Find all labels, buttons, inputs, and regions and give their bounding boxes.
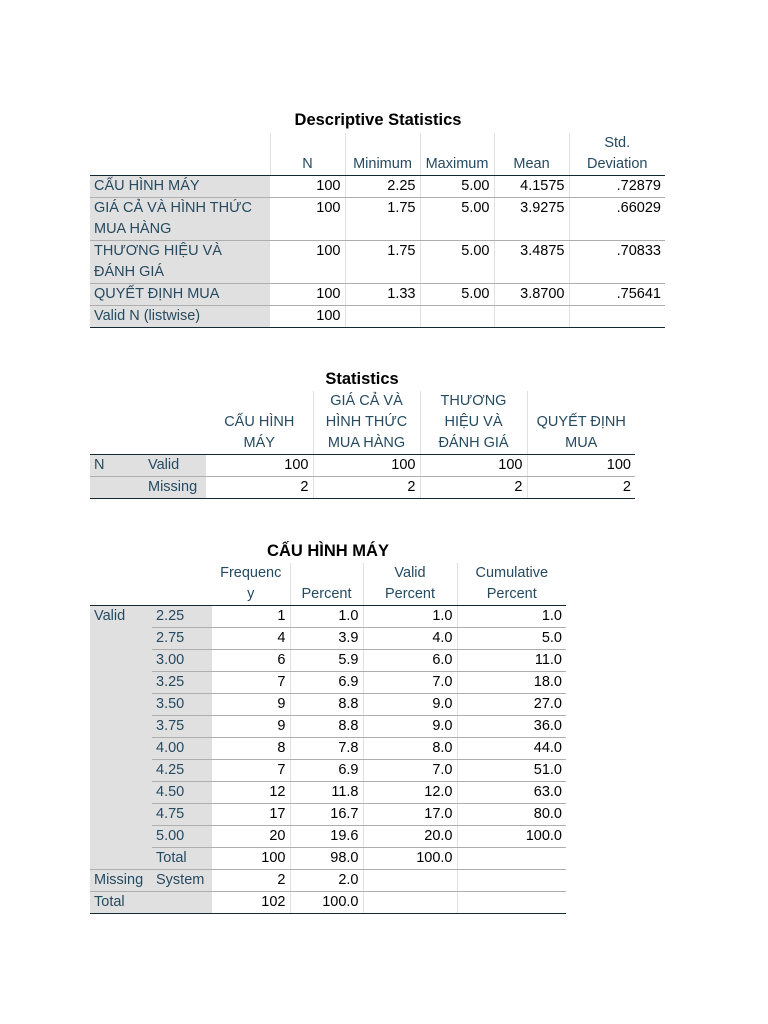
row-label-missing: Missing bbox=[144, 477, 206, 499]
row-group-cell bbox=[90, 628, 152, 650]
cell: 100 bbox=[270, 306, 345, 328]
table-row bbox=[90, 782, 566, 804]
header-std-deviation: Std. Deviation bbox=[569, 133, 665, 176]
cell: 4 bbox=[212, 628, 290, 650]
row-group-cell bbox=[90, 782, 152, 804]
cell: 2.0 bbox=[290, 870, 363, 892]
row-label: 2.75 bbox=[152, 628, 212, 650]
cell: 9 bbox=[212, 694, 290, 716]
cell: 100 bbox=[270, 241, 345, 284]
cell: 100 bbox=[270, 198, 345, 241]
table-row bbox=[90, 628, 566, 650]
row-label: 5.00 bbox=[152, 826, 212, 848]
row-label: 4.50 bbox=[152, 782, 212, 804]
table-row bbox=[90, 606, 566, 628]
row-label: 4.75 bbox=[152, 804, 212, 826]
cell: 27.0 bbox=[457, 694, 566, 716]
row-label: THƯƠNG HIỆU VÀ ĐÁNH GIÁ bbox=[90, 241, 270, 284]
cell bbox=[494, 306, 569, 328]
cell: 100 bbox=[270, 176, 345, 198]
row-group-cell bbox=[90, 650, 152, 672]
header-quyet-dinh-mua: QUYẾT ĐỊNH MUA bbox=[527, 391, 635, 455]
cell: 44.0 bbox=[457, 738, 566, 760]
cell: 6.9 bbox=[290, 672, 363, 694]
cell: 100.0 bbox=[457, 826, 566, 848]
cell: 1.75 bbox=[345, 198, 420, 241]
row-label: Valid N (listwise) bbox=[90, 306, 270, 328]
cell: 19.6 bbox=[290, 826, 363, 848]
descriptive-statistics-table bbox=[90, 133, 665, 328]
cell: 5.00 bbox=[420, 284, 494, 306]
header-maximum: Maximum bbox=[420, 133, 494, 176]
cell: 1 bbox=[212, 606, 290, 628]
cell bbox=[569, 306, 665, 328]
header-valid-percent: Valid Percent bbox=[363, 563, 457, 606]
cell: 2 bbox=[527, 477, 635, 499]
cell: .70833 bbox=[569, 241, 665, 284]
row-group-cell bbox=[90, 760, 152, 782]
row-label-valid: Valid bbox=[144, 455, 206, 477]
statistics-table bbox=[90, 391, 635, 499]
cell: 36.0 bbox=[457, 716, 566, 738]
table-row bbox=[90, 738, 566, 760]
row-group-cell bbox=[90, 848, 152, 870]
header-n: N bbox=[270, 133, 345, 176]
header-frequency: Frequenc y bbox=[212, 563, 290, 606]
cell: 11.0 bbox=[457, 650, 566, 672]
cell: 9 bbox=[212, 716, 290, 738]
table-row bbox=[90, 694, 566, 716]
cell: 102 bbox=[212, 892, 290, 914]
row-group-cell bbox=[90, 716, 152, 738]
cell: 17 bbox=[212, 804, 290, 826]
header-blank bbox=[90, 133, 270, 176]
row-label: QUYẾT ĐỊNH MUA bbox=[90, 284, 270, 306]
cell: 80.0 bbox=[457, 804, 566, 826]
cell: 100.0 bbox=[363, 848, 457, 870]
cell: 6 bbox=[212, 650, 290, 672]
cell: 2 bbox=[420, 477, 527, 499]
row-label: 3.75 bbox=[152, 716, 212, 738]
table-row bbox=[90, 892, 566, 914]
cell: 4.1575 bbox=[494, 176, 569, 198]
row-label: CẤU HÌNH MÁY bbox=[90, 176, 270, 198]
cell bbox=[363, 870, 457, 892]
table-row bbox=[90, 716, 566, 738]
row-label-total: Total bbox=[90, 892, 212, 914]
cell: 11.8 bbox=[290, 782, 363, 804]
table-row bbox=[90, 672, 566, 694]
row-group-missing: Missing bbox=[90, 870, 152, 892]
cell: .72879 bbox=[569, 176, 665, 198]
cell: 5.0 bbox=[457, 628, 566, 650]
table-row bbox=[90, 870, 566, 892]
cell: 7.8 bbox=[290, 738, 363, 760]
cell: 2 bbox=[212, 870, 290, 892]
frequency-table bbox=[90, 563, 566, 914]
table-row bbox=[90, 176, 665, 198]
table-row bbox=[90, 848, 566, 870]
cell: 2 bbox=[313, 477, 420, 499]
cell: 8.0 bbox=[363, 738, 457, 760]
cell: 98.0 bbox=[290, 848, 363, 870]
table-row bbox=[90, 198, 665, 241]
cell bbox=[345, 306, 420, 328]
cell: 7.0 bbox=[363, 672, 457, 694]
cell: 9.0 bbox=[363, 716, 457, 738]
cell: 16.7 bbox=[290, 804, 363, 826]
cell: 3.8700 bbox=[494, 284, 569, 306]
row-group-cell bbox=[90, 672, 152, 694]
cell bbox=[420, 306, 494, 328]
cell: 8.8 bbox=[290, 694, 363, 716]
table-row bbox=[90, 306, 665, 328]
cell: 2 bbox=[206, 477, 313, 499]
cell: 12.0 bbox=[363, 782, 457, 804]
cell bbox=[457, 870, 566, 892]
row-label: 4.00 bbox=[152, 738, 212, 760]
row-label: 4.25 bbox=[152, 760, 212, 782]
cell: 18.0 bbox=[457, 672, 566, 694]
row-group-cell bbox=[90, 804, 152, 826]
cell: 3.4875 bbox=[494, 241, 569, 284]
row-label: 2.25 bbox=[152, 606, 212, 628]
descriptive-statistics-title: Descriptive Statistics bbox=[294, 111, 462, 129]
cell: 1.75 bbox=[345, 241, 420, 284]
frequency-table-title: CẤU HÌNH MÁY bbox=[267, 542, 389, 560]
cell bbox=[457, 848, 566, 870]
cell: 5.00 bbox=[420, 241, 494, 284]
row-group-cell bbox=[90, 694, 152, 716]
cell: 3.9275 bbox=[494, 198, 569, 241]
cell: 8 bbox=[212, 738, 290, 760]
table-row bbox=[90, 804, 566, 826]
cell bbox=[363, 892, 457, 914]
cell: 6.9 bbox=[290, 760, 363, 782]
statistics-title: Statistics bbox=[325, 370, 399, 388]
cell: 8.8 bbox=[290, 716, 363, 738]
cell: 17.0 bbox=[363, 804, 457, 826]
cell: 100 bbox=[420, 455, 527, 477]
cell: 1.33 bbox=[345, 284, 420, 306]
header-mean: Mean bbox=[494, 133, 569, 176]
header-gia-ca: GIÁ CẢ VÀ HÌNH THỨC MUA HÀNG bbox=[313, 391, 420, 455]
table-row bbox=[90, 284, 665, 306]
cell: .66029 bbox=[569, 198, 665, 241]
row-label: 3.00 bbox=[152, 650, 212, 672]
cell: 1.0 bbox=[457, 606, 566, 628]
cell: 2.25 bbox=[345, 176, 420, 198]
cell: 5.9 bbox=[290, 650, 363, 672]
cell: 20.0 bbox=[363, 826, 457, 848]
header-minimum: Minimum bbox=[345, 133, 420, 176]
row-label: Total bbox=[152, 848, 212, 870]
cell bbox=[457, 892, 566, 914]
cell: 4.0 bbox=[363, 628, 457, 650]
row-label: 3.25 bbox=[152, 672, 212, 694]
cell: 5.00 bbox=[420, 198, 494, 241]
cell: 3.9 bbox=[290, 628, 363, 650]
cell: 100 bbox=[270, 284, 345, 306]
cell: 6.0 bbox=[363, 650, 457, 672]
row-group-n: N bbox=[90, 455, 144, 477]
cell: 100 bbox=[527, 455, 635, 477]
cell: 7 bbox=[212, 760, 290, 782]
table-row bbox=[90, 241, 665, 284]
cell: 12 bbox=[212, 782, 290, 804]
cell: 20 bbox=[212, 826, 290, 848]
cell: .75641 bbox=[569, 284, 665, 306]
cell: 100 bbox=[313, 455, 420, 477]
row-group-cell bbox=[90, 738, 152, 760]
cell: 1.0 bbox=[290, 606, 363, 628]
row-group-valid: Valid bbox=[90, 606, 152, 628]
row-label: GIÁ CẢ VÀ HÌNH THỨC MUA HÀNG bbox=[90, 198, 270, 241]
header-cumulative-percent: Cumulative Percent bbox=[457, 563, 566, 606]
cell: 100.0 bbox=[290, 892, 363, 914]
table-row bbox=[90, 760, 566, 782]
row-label: System bbox=[152, 870, 212, 892]
cell: 7 bbox=[212, 672, 290, 694]
cell: 100 bbox=[212, 848, 290, 870]
cell: 51.0 bbox=[457, 760, 566, 782]
row-group-cell bbox=[90, 826, 152, 848]
header-cau-hinh-may: CẤU HÌNH MÁY bbox=[206, 391, 313, 455]
cell: 7.0 bbox=[363, 760, 457, 782]
cell: 9.0 bbox=[363, 694, 457, 716]
header-thuong-hieu: THƯƠNG HIỆU VÀ ĐÁNH GIÁ bbox=[420, 391, 527, 455]
header-percent: Percent bbox=[290, 563, 363, 606]
cell: 63.0 bbox=[457, 782, 566, 804]
cell: 1.0 bbox=[363, 606, 457, 628]
table-row bbox=[90, 826, 566, 848]
row-label: 3.50 bbox=[152, 694, 212, 716]
cell: 5.00 bbox=[420, 176, 494, 198]
cell: 100 bbox=[206, 455, 313, 477]
table-row bbox=[90, 650, 566, 672]
